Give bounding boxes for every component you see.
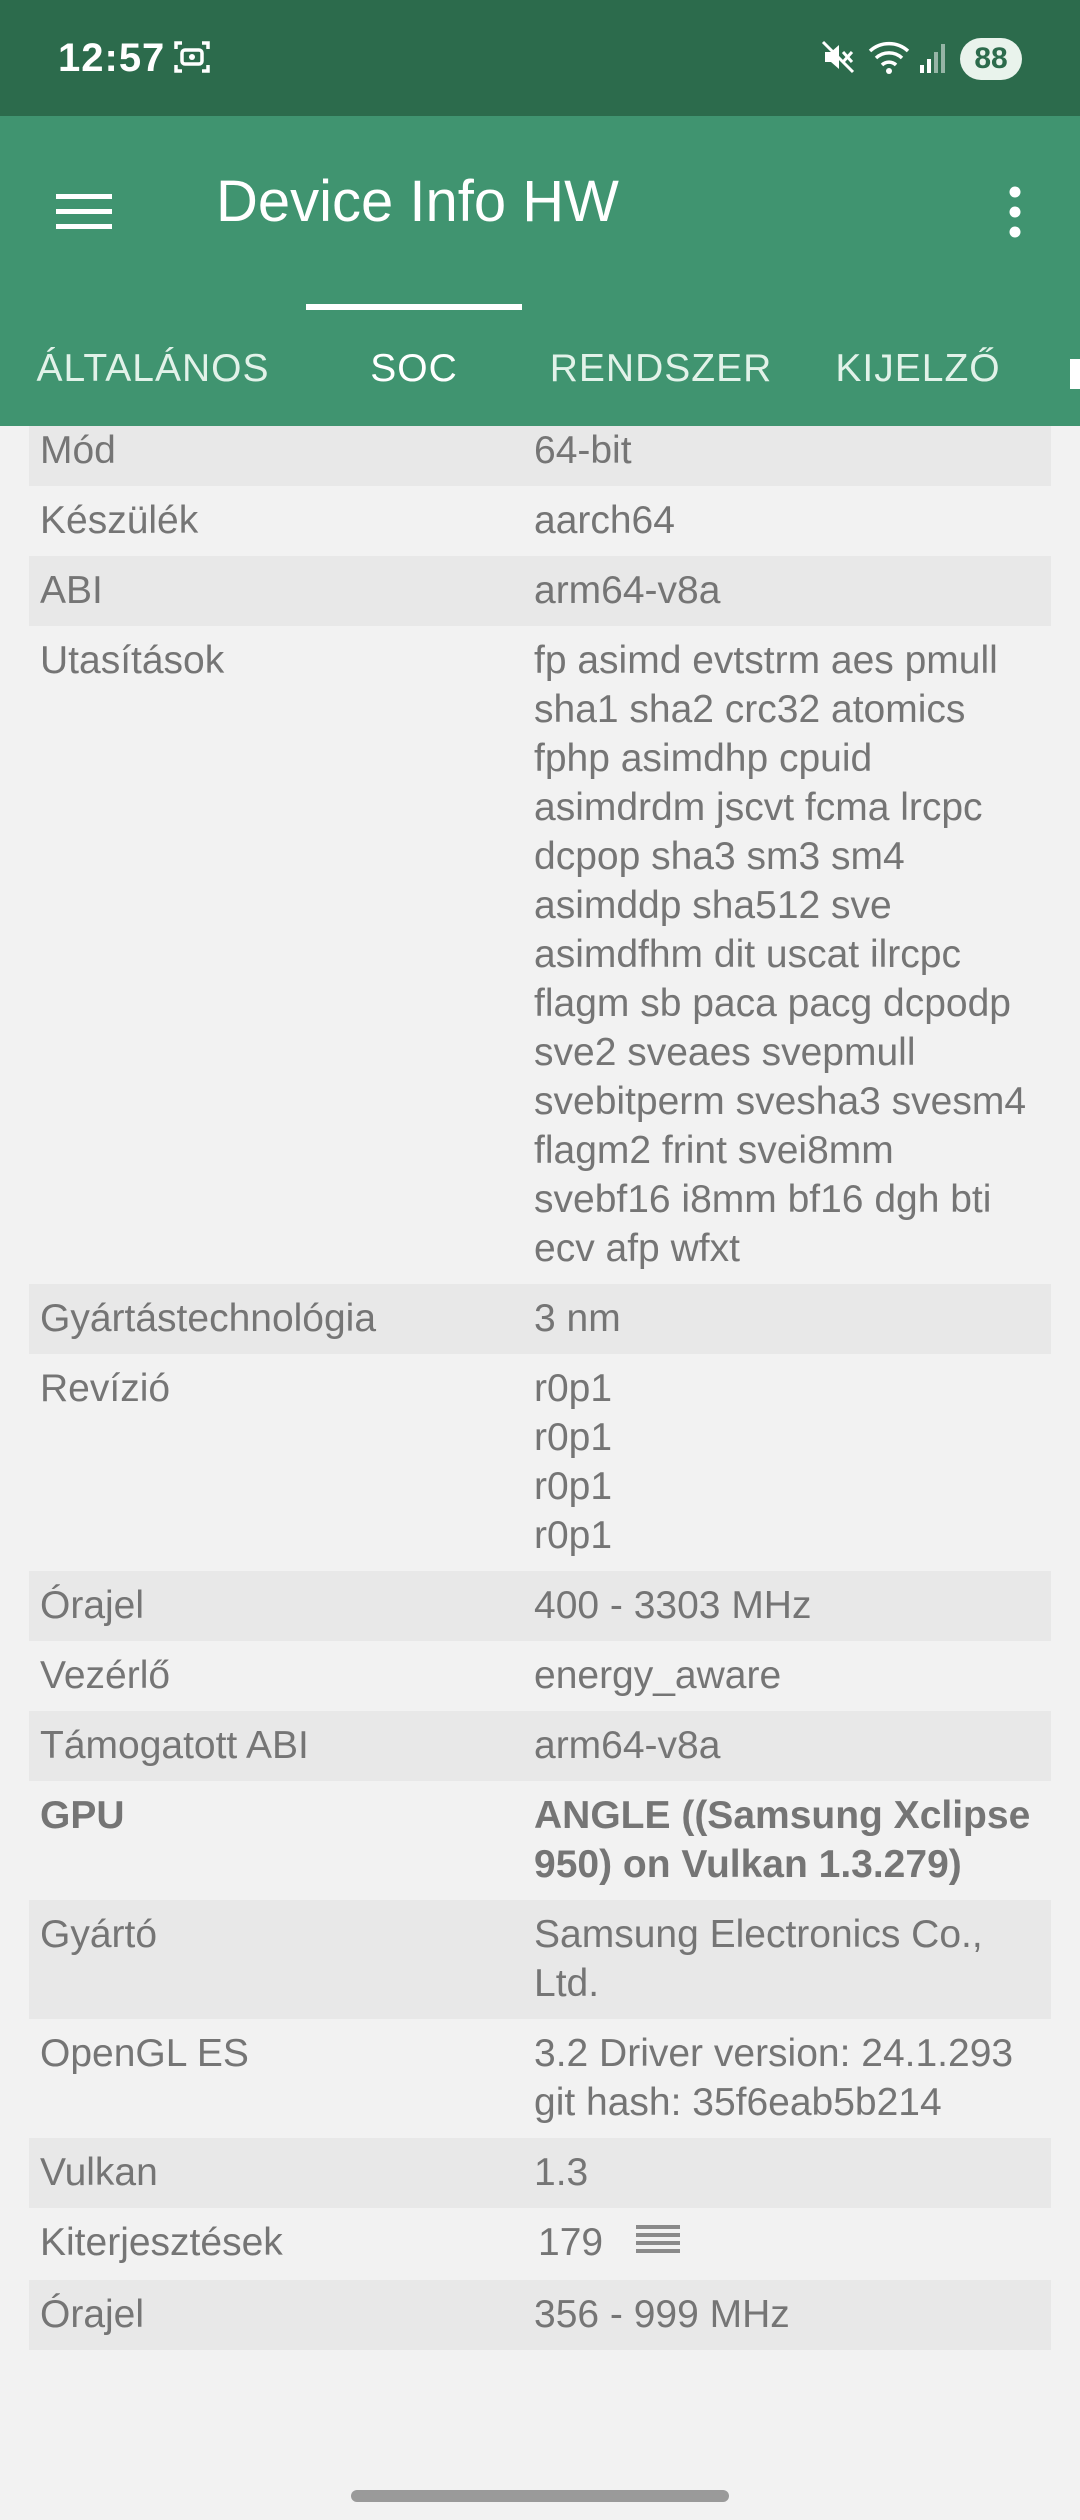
row-label: Órajel <box>40 1584 145 1627</box>
row-label: Gyártó <box>40 1913 158 1956</box>
app-bar <box>0 116 1080 426</box>
info-row-gpu <box>29 1781 1051 1900</box>
more-options-icon[interactable] <box>985 172 1045 252</box>
info-row <box>29 2138 1051 2208</box>
soc-info-list <box>29 426 1051 2476</box>
mute-icon <box>820 34 856 80</box>
info-row <box>29 1711 1051 1781</box>
tab-indicator <box>306 304 522 310</box>
info-row <box>29 2019 1051 2138</box>
row-value: energy_aware <box>534 1654 782 1697</box>
row-label: Vezérlő <box>40 1654 171 1697</box>
tab-bar <box>0 312 1080 426</box>
row-label: Támogatott ABI <box>40 1724 309 1767</box>
tab-system[interactable]: RENDSZER <box>549 347 773 390</box>
row-value: 1.3 <box>534 2151 589 2194</box>
info-row <box>29 1284 1051 1354</box>
screenshot-icon <box>172 34 212 80</box>
row-value: 400 - 3303 MHz <box>534 1584 812 1627</box>
row-label: Mód <box>40 429 116 472</box>
battery-indicator: 88 <box>960 38 1022 80</box>
row-label: Utasítások <box>40 639 225 682</box>
tab-general[interactable]: ÁLTALÁNOS <box>36 347 270 390</box>
wifi-icon <box>868 34 910 80</box>
row-label: Készülék <box>40 499 199 542</box>
tab-next-partial[interactable] <box>1070 359 1080 389</box>
row-value: 179 <box>538 2221 604 2264</box>
gesture-nav-handle[interactable] <box>351 2490 729 2502</box>
menu-icon[interactable] <box>50 176 120 246</box>
row-label: Vulkan <box>40 2151 158 2194</box>
info-row <box>29 1354 1051 1571</box>
row-value: r0p1 r0p1 r0p1 r0p1 <box>534 1367 613 1557</box>
row-value: aarch64 <box>534 499 675 542</box>
page-title: Device Info HW <box>216 169 619 234</box>
row-value: Samsung Electronics Co., Ltd. <box>534 1913 983 2005</box>
row-value: 356 - 999 MHz <box>534 2293 790 2337</box>
info-row <box>29 2280 1051 2350</box>
row-label: Órajel <box>40 2293 145 2337</box>
row-value: 64-bit <box>534 429 632 472</box>
row-value: fp asimd evtstrm aes pmull sha1 sha2 crc32 atomics fphp asimdhp cpuid asimdrdm jscvt fcma lrcpc dcpop sha3 sm3 sm4 asimddp sha512 sve asimdfhm dit uscat ilrcpc flagm sb paca pacg dcpodp sve2 sveaes svepmull svebitperm svesha3 svesm4 flagm2 frint svei8mm svebf16 i8mm bf16 dgh bti ecv afp wfxt <box>534 639 1027 1270</box>
row-label: Gyártástechnológia <box>40 1297 377 1340</box>
info-row <box>29 556 1051 626</box>
info-row <box>29 1641 1051 1711</box>
info-row <box>29 626 1051 1284</box>
tab-display[interactable]: KIJELZŐ <box>835 347 1001 390</box>
info-row <box>29 426 1051 486</box>
info-row-extensions[interactable] <box>29 2208 1051 2280</box>
info-row <box>29 1900 1051 2019</box>
tab-soc[interactable]: SOC <box>370 347 458 390</box>
row-value-wrap <box>534 2218 1051 2269</box>
info-row <box>29 486 1051 556</box>
row-label: OpenGL ES <box>40 2032 249 2075</box>
list-icon[interactable] <box>636 2220 680 2269</box>
status-bar <box>0 0 1080 116</box>
info-row <box>29 1571 1051 1641</box>
row-label: GPU <box>40 1794 125 1837</box>
row-label: Kiterjesztések <box>40 2221 283 2264</box>
row-value: 3 nm <box>534 1297 621 1340</box>
row-value: arm64-v8a <box>534 569 721 612</box>
row-label: ABI <box>40 569 103 612</box>
row-label: Revízió <box>40 1367 171 1410</box>
signal-icon <box>918 34 948 80</box>
row-value: 3.2 Driver version: 24.1.293 git hash: 35f6eab5b214 <box>534 2032 1014 2124</box>
row-value: ANGLE ((Samsung Xclipse 950) on Vulkan 1.3.279) <box>534 1794 1031 1886</box>
status-time: 12:57 <box>58 36 166 80</box>
row-value: arm64-v8a <box>534 1724 721 1767</box>
